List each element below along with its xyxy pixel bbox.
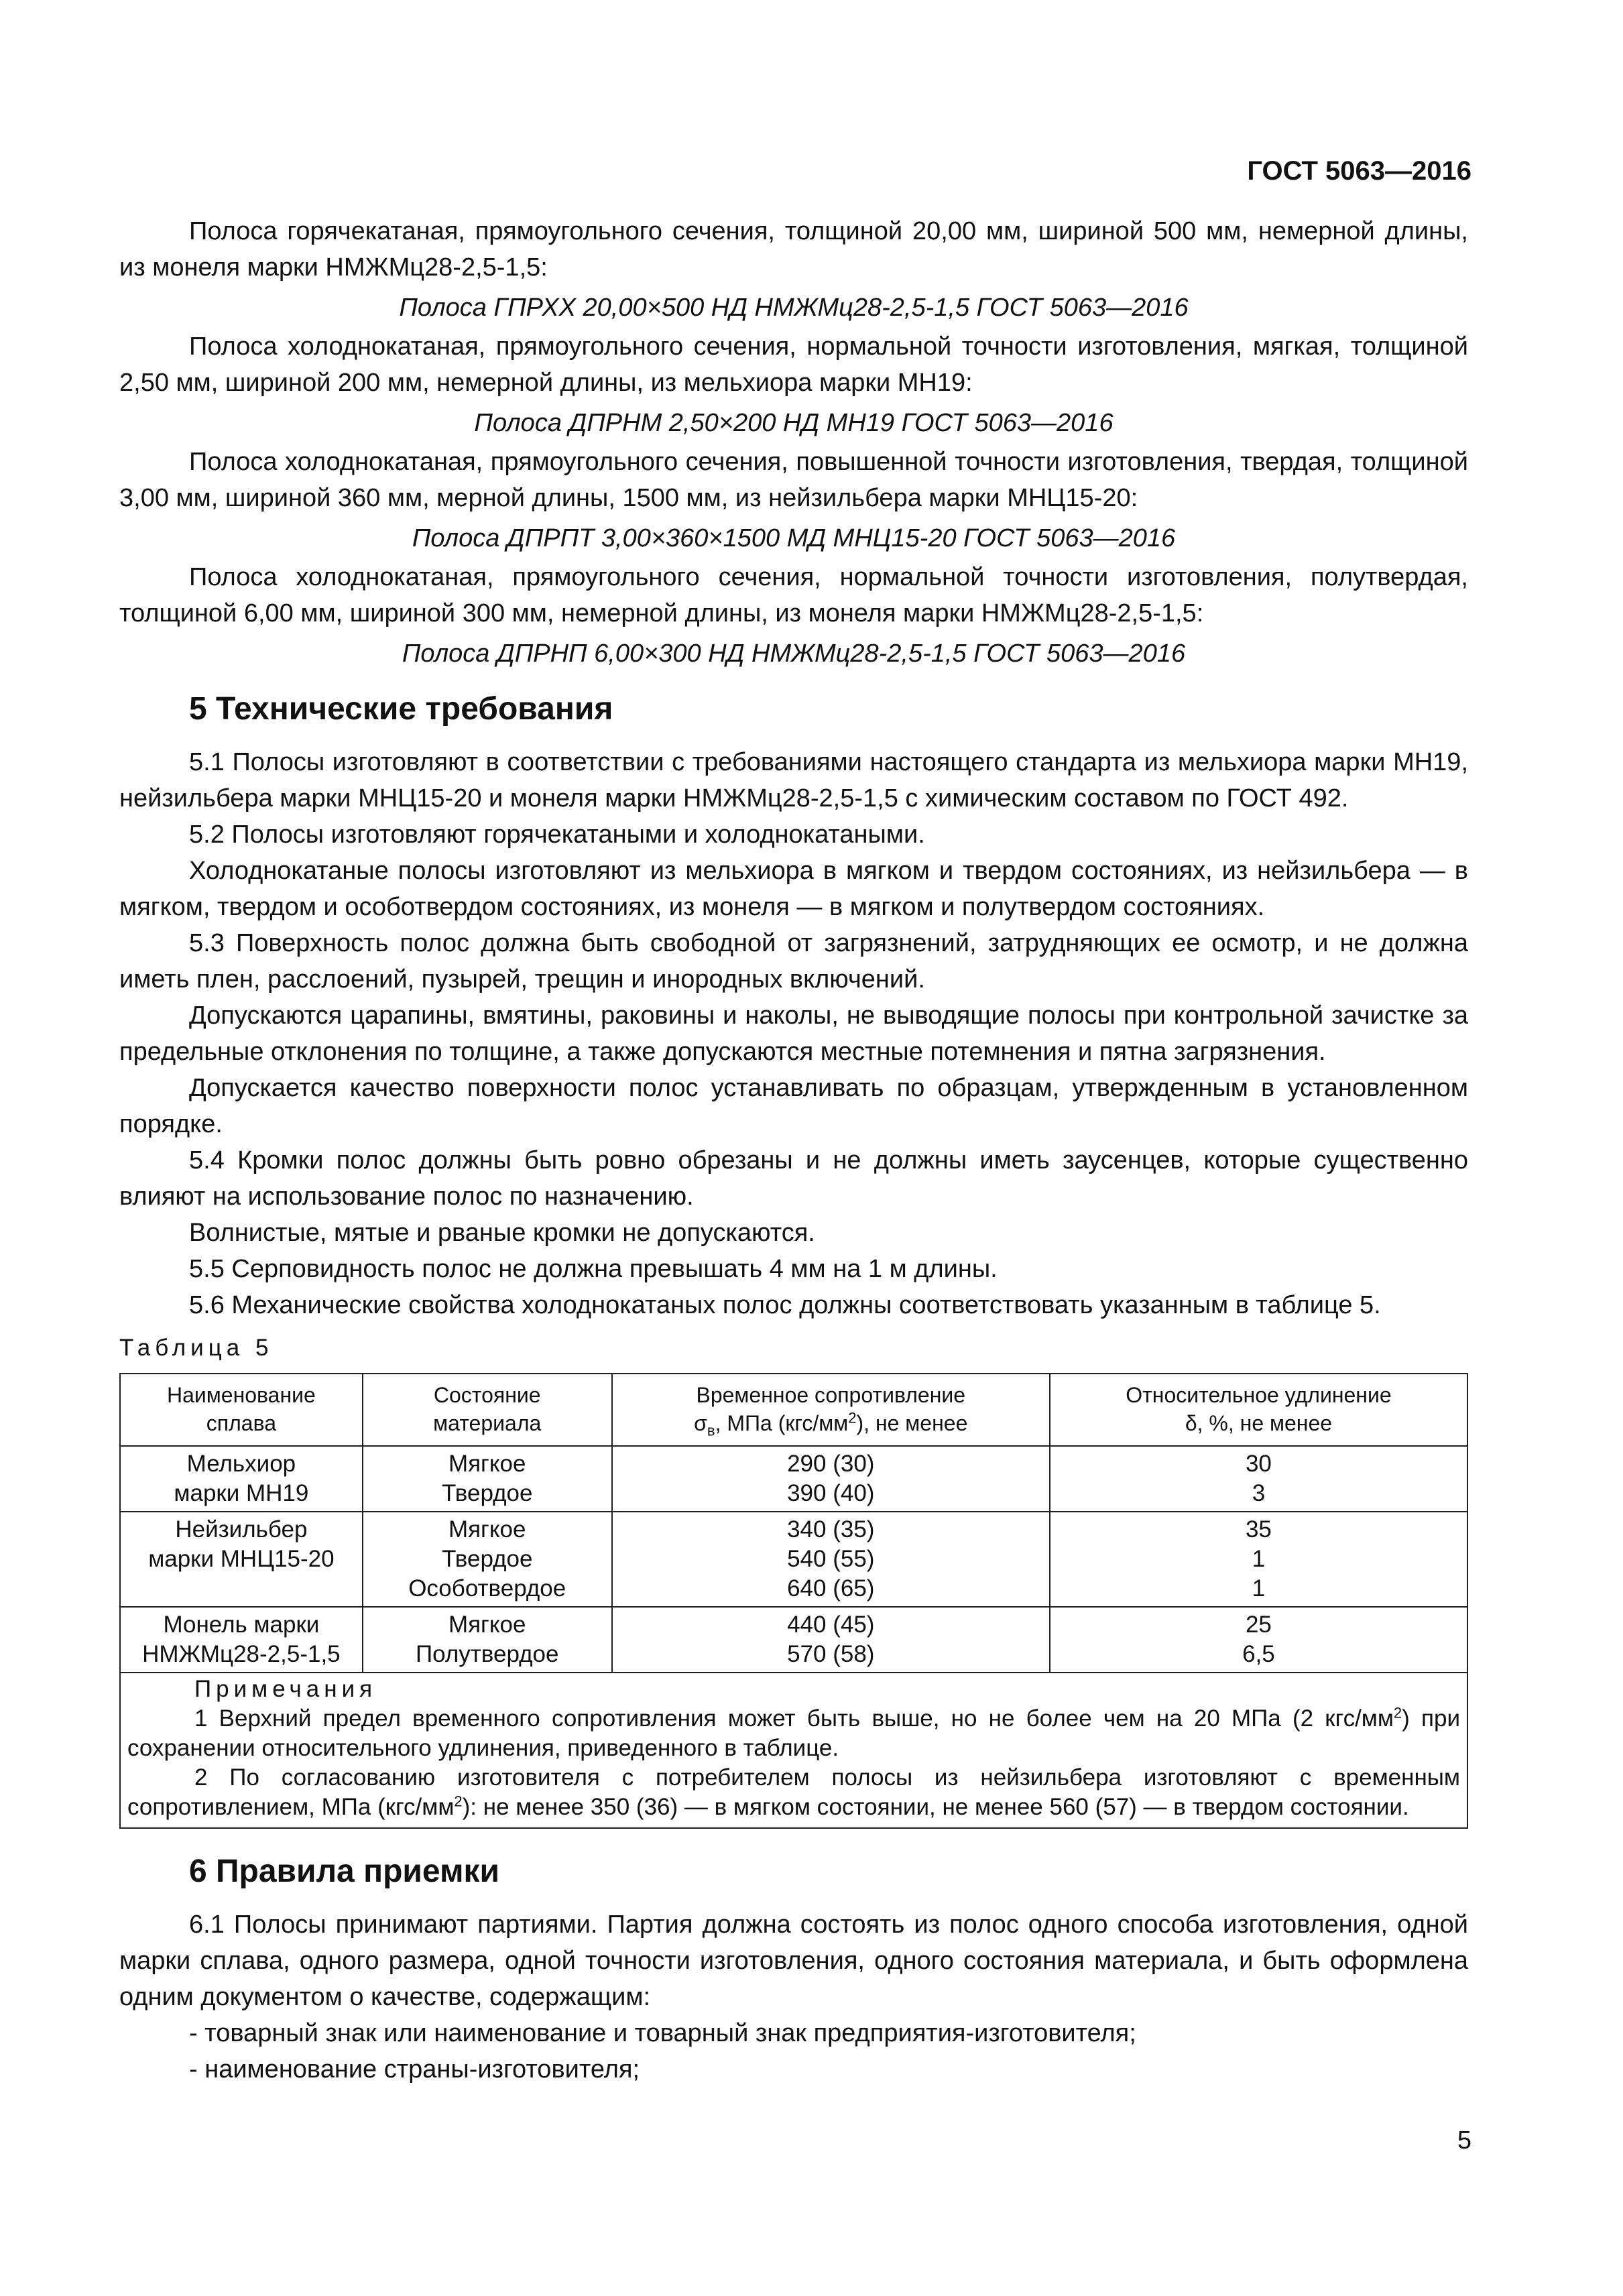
paragraph-5-3: 5.3 Поверхность полос должна быть свободной от загрязнений, затрудняющих ее осмотр, и не должна иметь плен, расслоений, пузырей, трещин и инородных включений. (119, 929, 1468, 993)
example-designation-3: Полоса ДПРПТ 3,00×360×1500 МД МНЦ15-20 ГОСТ 5063—2016 (412, 524, 1176, 552)
paragraph-5-2-cold: Холоднокатаные полосы изготовляют из мельхиора в мягком и твердом состояниях, из нейзильбера — в мягком, твердом и особотвердом состояниях, из монеля — в мягком и полутвердом состояниях. (119, 857, 1468, 921)
paragraph-5-4: 5.4 Кромки полос должны быть ровно обрезаны и не должны иметь заусенцев, которые существенно влияют на использование полос по назначению. (119, 1146, 1468, 1211)
elongation-cell: 30 3 (1050, 1446, 1467, 1512)
example-text-2: Полоса холоднокатаная, прямоугольного сечения, нормальной точности изготовления, мягкая, толщиной 2,50 мм, шириной 200 мм, немерной длины, из мельхиора марки МН19: (119, 333, 1468, 397)
table-row (120, 1607, 1467, 1673)
state-cell: Мягкое Твердое (363, 1446, 612, 1512)
paragraph-5-5: 5.5 Серповидность полос не должна превышать 4 мм на 1 м длины. (189, 1255, 998, 1283)
example-designation-1: Полоса ГПРХХ 20,00×500 НД НМЖМц28-2,5-1,5 ГОСТ 5063—2016 (399, 294, 1189, 322)
table-notes-row (120, 1673, 1467, 1828)
header-state: Состояние материала (363, 1374, 612, 1446)
header-strength: Временное сопротивление $\sigma_в$, МПа $(кгс/мм^2)$, не менее (612, 1374, 1050, 1446)
document-id-header: ГОСТ 5063—2016 (1247, 156, 1471, 186)
page-number: 5 (1457, 2126, 1471, 2155)
list-item-country: - наименование страны-изготовителя; (189, 2055, 640, 2083)
list-item-trademark: - товарный знак или наименование и товарный знак предприятия-изготовителя; (189, 2019, 1136, 2047)
note-2: 2 По согласованию изготовителя с потребителем полосы из нейзильбера изготовляют с временным сопротивлением, МПа $(кгс/мм^2)$: не менее 350 (36) — в мягком состоянии, не менее 560 (57) — в твердом состоянии. (127, 1764, 1460, 1820)
page-body (119, 213, 1468, 2088)
table-group-melkhior (120, 1446, 1467, 1512)
section-6-heading: 6 Правила приемки (189, 1854, 500, 1889)
state-cell: Мягкое Твердое Особотвердое (363, 1512, 612, 1607)
paragraph-6-1: 6.1 Полосы принимают партиями. Партия должна состоять из полос одного способа изготовления, одной марки сплава, одного размера, одной точности изготовления, одного состояния материала, и быть оформлена одним документом о качестве, содержащим: (119, 1911, 1468, 2011)
alloy-cell: Мельхиор марки МН19 (120, 1446, 363, 1512)
table-group-monel (120, 1607, 1467, 1673)
paragraph-5-1: 5.1 Полосы изготовляют в соответствии с требованиями настоящего стандарта из мельхиора марки МН19, нейзильбера марки МНЦ15-20 и монеля марки НМЖМц28-2,5-1,5 с химическим составом по ГОСТ 492. (119, 748, 1468, 812)
paragraph-5-6: 5.6 Механические свойства холоднокатаных полос должны соответствовать указанным в таблице 5. (189, 1291, 1381, 1319)
header-elongation: Относительное удлинение δ, %, не менее (1050, 1374, 1467, 1446)
alloy-cell: Нейзильбер марки МНЦ15-20 (120, 1512, 363, 1607)
example-text-1: Полоса горячекатаная, прямоугольного сечения, толщиной 20,00 мм, шириной 500 мм, немерной длины, из монеля марки НМЖМц28-2,5-1,5: (119, 217, 1468, 282)
table-group-neyzilber (120, 1512, 1467, 1607)
notes-title: Примечания (194, 1676, 377, 1702)
example-designation-4: Полоса ДПРНП 6,00×300 НД НМЖМц28-2,5-1,5 ГОСТ 5063—2016 (402, 640, 1186, 668)
table-row (120, 1446, 1467, 1512)
alloy-cell: Монель марки НМЖМц28-2,5-1,5 (120, 1607, 363, 1673)
paragraph-5-4-edges: Волнистые, мятые и рваные кромки не допускаются. (189, 1219, 815, 1247)
paragraph-5-3-defects: Допускаются царапины, вмятины, раковины и наколы, не выводящие полосы при контрольной зачистке за предельные отклонения по толщине, а также допускаются местные потемнения и пятна загрязнения. (119, 1002, 1468, 1066)
mechanical-properties-table (119, 1373, 1468, 1829)
elongation-cell: 25 6,5 (1050, 1607, 1467, 1673)
paragraph-5-2: 5.2 Полосы изготовляют горячекатаными и холоднокатаными. (189, 821, 925, 849)
section-5-heading: 5 Технические требования (189, 691, 613, 727)
note-1: 1 Верхний предел временного сопротивления может быть выше, но не более чем на 20 МПа (2 кгс/$мм^2$) при сохранении относительного удлинения, приведенного в таблице. (127, 1704, 1460, 1761)
strength-cell: 340 (35) 540 (55) 640 (65) (612, 1512, 1050, 1607)
example-text-3: Полоса холоднокатаная, прямоугольного сечения, повышенной точности изготовления, твердая, толщиной 3,00 мм, шириной 360 мм, мерной длины, 1500 мм, из нейзильбера марки МНЦ15-20: (119, 448, 1468, 512)
state-cell: Мягкое Полутвердое (363, 1607, 612, 1673)
example-text-4: Полоса холоднокатаная, прямоугольного сечения, нормальной точности изготовления, полутвердая, толщиной 6,00 мм, шириной 300 мм, немерной длины, из монеля марки НМЖМц28-2,5-1,5: (119, 563, 1468, 627)
table-caption: Таблица 5 (119, 1335, 274, 1361)
table-notes (120, 1673, 1467, 1828)
table-header-row (120, 1374, 1467, 1446)
strength-cell: 440 (45) 570 (58) (612, 1607, 1050, 1673)
strength-cell: 290 (30) 390 (40) (612, 1446, 1050, 1512)
paragraph-5-3-samples: Допускается качество поверхности полос устанавливать по образцам, утвержденным в установленном порядке. (119, 1074, 1468, 1138)
header-alloy: Наименование сплава (120, 1374, 363, 1446)
table-row (120, 1512, 1467, 1607)
example-designation-2: Полоса ДПРНМ 2,50×200 НД МН19 ГОСТ 5063—2016 (474, 409, 1114, 437)
elongation-cell: 35 1 1 (1050, 1512, 1467, 1607)
